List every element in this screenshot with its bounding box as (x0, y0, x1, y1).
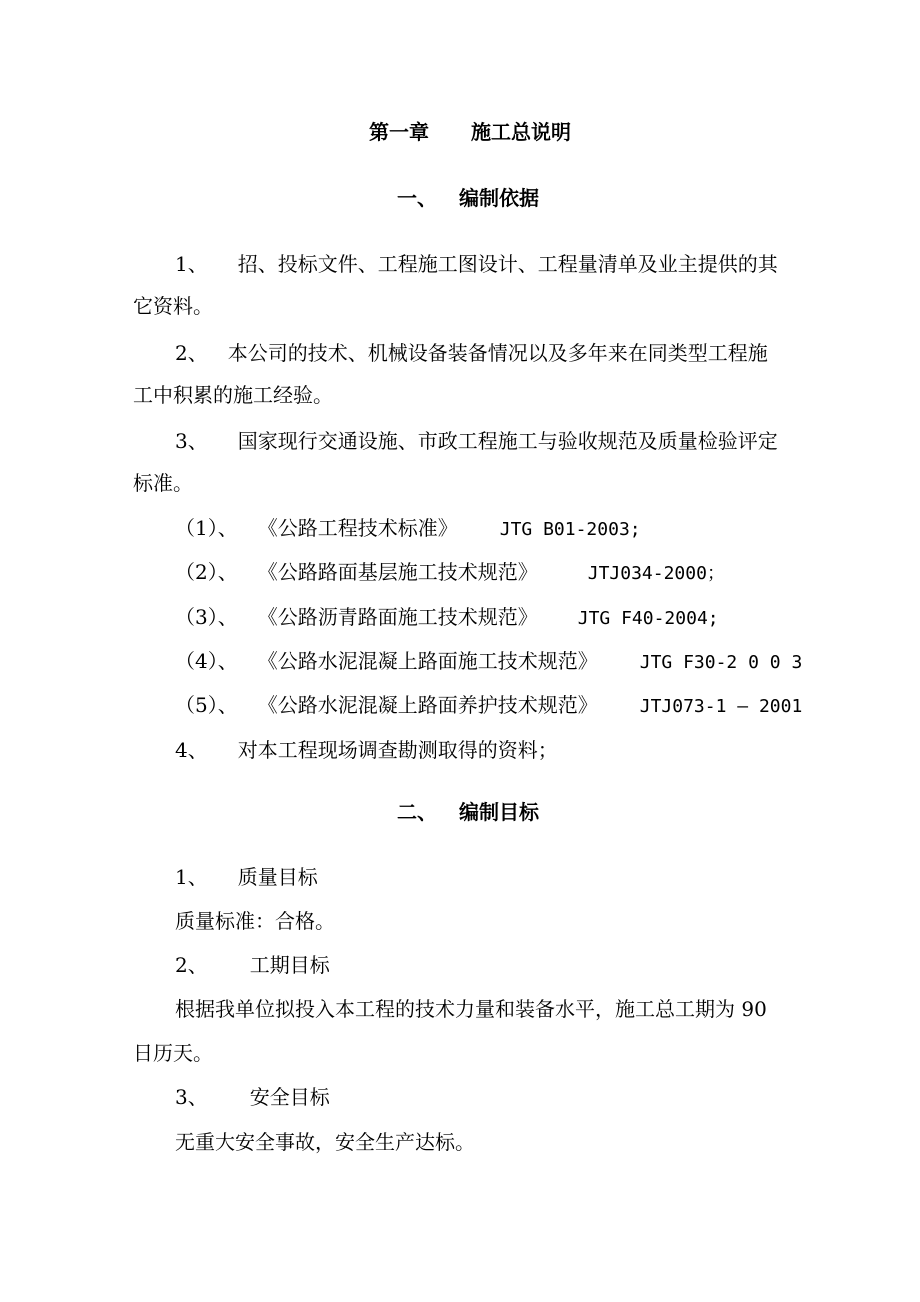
standard-number: （3）、 (175, 605, 238, 629)
item-text: 国家现行交通设施、市政工程施工与验收规范及质量检验评定 (237, 429, 778, 453)
goal-text: 根据我单位拟投入本工程的技术力量和装备水平，施工总工期为 90 (175, 997, 767, 1021)
goal-text: 无重大安全事故，安全生产达标。 (175, 1130, 475, 1154)
standard-number: （2）、 (175, 560, 238, 584)
section-title: 编制依据 (459, 186, 539, 210)
standard-item-3 (175, 603, 719, 633)
standard-code: JTJ073-1 – 2001 (639, 696, 803, 717)
goal-number: 1、 (175, 865, 208, 889)
standard-number: （4）、 (175, 649, 238, 673)
standard-code: JTG F30-2 0 0 3 (639, 652, 803, 673)
item-text: 招、投标文件、工程施工图设计、工程量清单及业主提供的其 (237, 252, 778, 276)
item-text: 对本工程现场调查勘测取得的资料； (237, 738, 558, 762)
basis-item-4 (175, 736, 558, 764)
section-number: 一、 (397, 186, 437, 210)
goal-3-text (175, 1128, 475, 1156)
chapter-heading (369, 118, 571, 146)
basis-item-2-continued (133, 381, 333, 409)
standard-title: 《公路工程技术标准》 (257, 516, 458, 540)
basis-item-1 (175, 250, 778, 278)
section-heading-1 (397, 184, 539, 212)
item-text: 工中积累的施工经验。 (133, 383, 333, 407)
standard-code: JTJ034-2000； (587, 563, 725, 584)
goal-2-text (175, 995, 767, 1023)
goal-title: 质量目标 (237, 865, 318, 889)
standard-item-4 (175, 647, 802, 677)
goal-1-heading (175, 863, 318, 891)
item-text: 它资料。 (133, 294, 213, 318)
standard-code: JTG B01-2003; (499, 519, 641, 540)
section-title: 编制目标 (459, 800, 539, 824)
section-heading-2 (397, 798, 539, 826)
standard-item-1 (175, 514, 641, 544)
goal-2-heading (175, 951, 330, 979)
item-number: 3、 (175, 429, 208, 453)
standard-title: 《公路水泥混凝上路面施工技术规范》 (257, 649, 598, 673)
standard-code: JTG F40-2004; (577, 608, 719, 629)
section-number: 二、 (397, 800, 437, 824)
item-number: 4、 (175, 738, 208, 762)
item-number: 1、 (175, 252, 208, 276)
item-text: 本公司的技术、机械设备装备情况以及多年来在同类型工程施 (227, 341, 768, 365)
item-number: 2、 (175, 341, 208, 365)
standard-title: 《公路水泥混凝上路面养护技术规范》 (257, 693, 598, 717)
basis-item-3-continued (133, 469, 193, 497)
goal-2-text-continued (133, 1039, 213, 1067)
goal-number: 2、 (175, 953, 208, 977)
basis-item-2 (175, 339, 768, 367)
chapter-number: 第一章 (369, 120, 429, 144)
basis-item-1-continued (133, 292, 213, 320)
item-text: 标准。 (133, 471, 193, 495)
goal-3-heading (175, 1083, 330, 1111)
standard-number: （5）、 (175, 693, 238, 717)
basis-item-3 (175, 427, 778, 455)
standard-number: （1）、 (175, 516, 238, 540)
standard-title: 《公路路面基层施工技术规范》 (257, 560, 538, 584)
standard-title: 《公路沥青路面施工技术规范》 (257, 605, 538, 629)
goal-1-text (175, 907, 335, 935)
standard-item-2 (175, 558, 725, 588)
goal-title: 工期目标 (249, 953, 330, 977)
chapter-title: 施工总说明 (471, 120, 571, 144)
standard-item-5 (175, 691, 802, 721)
goal-text: 质量标准：合格。 (175, 909, 335, 933)
goal-title: 安全目标 (249, 1085, 330, 1109)
goal-number: 3、 (175, 1085, 208, 1109)
goal-text: 日历天。 (133, 1041, 213, 1065)
